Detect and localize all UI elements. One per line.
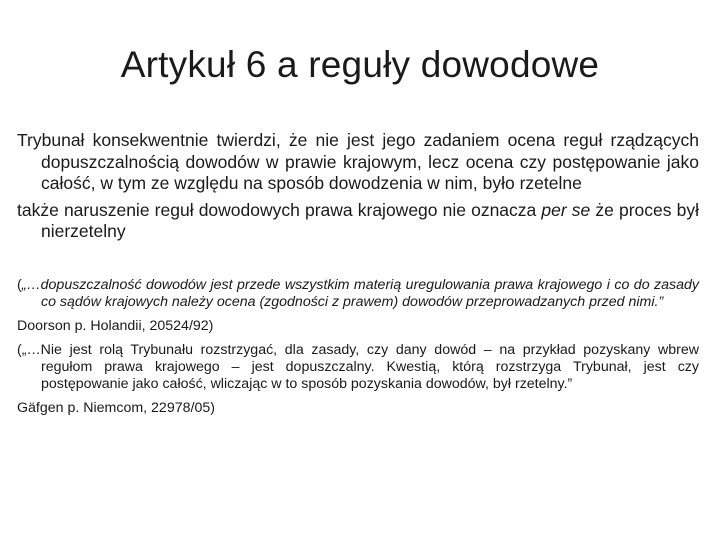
paragraph-text-start: także naruszenie reguł dowodowych prawa krajowego nie oznacza <box>17 199 542 220</box>
citation-doorson: Doorson p. Holandii, 20524/92) <box>17 317 214 334</box>
slide-body <box>17 130 699 424</box>
quote-doorson <box>17 277 699 311</box>
paragraph-emphasis: per se <box>541 199 591 220</box>
paragraph-text-end: że proces był nierzetelny <box>41 199 699 241</box>
paragraph-court-position: Trybunał konsekwentnie twierdzi, że nie jest jego zadaniem ocena reguł rządzących dopuszczalnością dowodów w prawie krajowym, lecz ocena czy postępowanie jako całość, w tym ze względu na sposób dowodzenia w nim, było rzetelne <box>17 130 699 193</box>
quote-gafgen: („…Nie jest rolą Trybunału rozstrzygać, dla zasady, czy dany dowód – na przykład pozyskany wbrew regułom prawa krajowego – jest dopuszczalny. Kwestią, którą rozstrzyga Trybunał, jest czy postępowanie jako całość, wliczając w to sposób pozyskania dowodów, był rzetelny.” <box>17 341 699 392</box>
quote-doorson-text: „…dopuszczalność dowodów jest przede wszystkim materią uregulowania prawa krajowego i co do zasady co sądów krajowych należy ocena (zgodności z prawem) dowodów przeprowadzanych przed nimi.” <box>21 276 699 310</box>
slide-title: Artykuł 6 a reguły dowodowe <box>120 44 600 85</box>
quote-open-paren: ( <box>17 276 22 293</box>
paragraph-violation-not-unfair <box>17 200 699 243</box>
citation-gafgen: Gäfgen p. Niemcom, 22978/05) <box>17 399 215 416</box>
